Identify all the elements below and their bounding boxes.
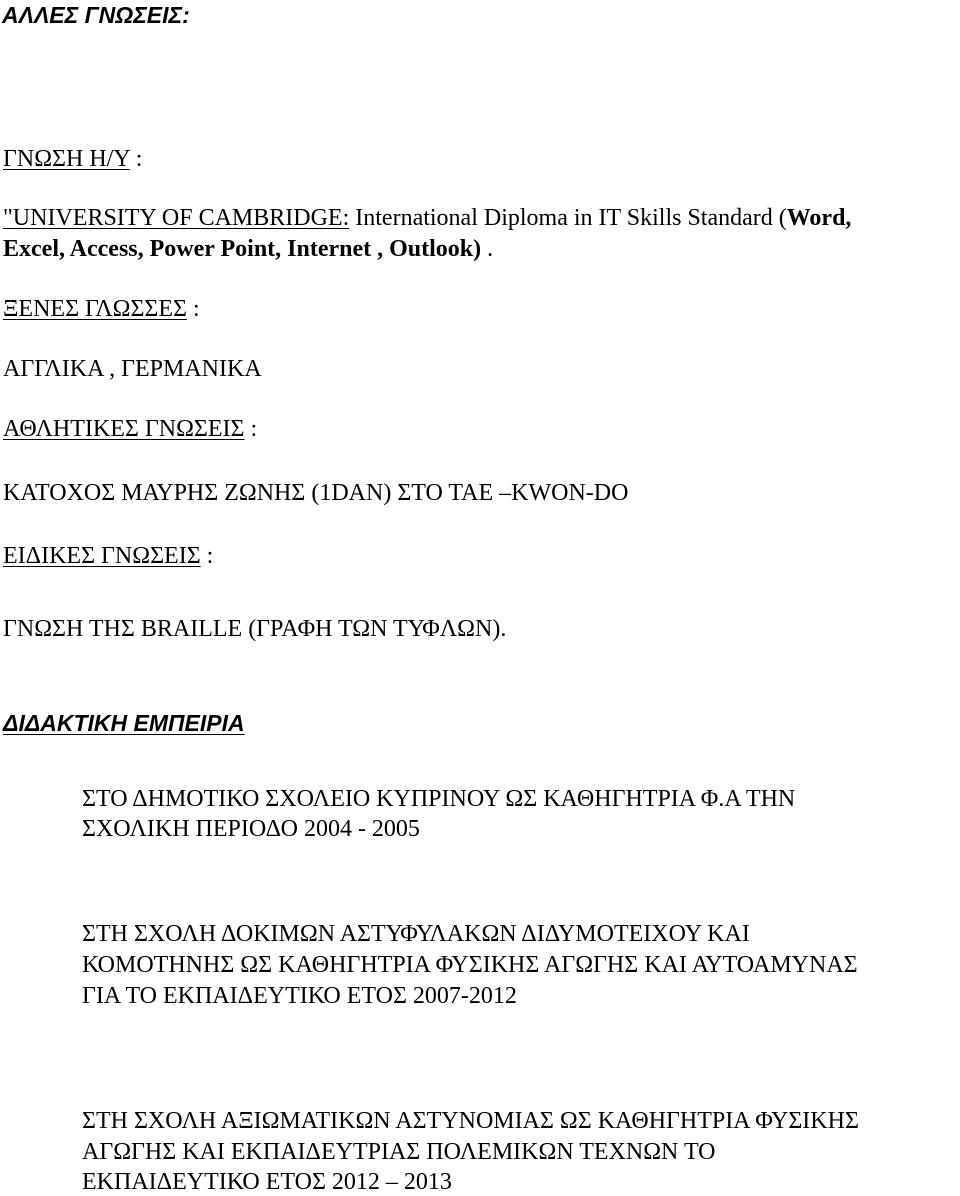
- diploma-text: International Diploma in IT Skills Standard (: [349, 205, 787, 231]
- special-line: [3, 543, 213, 570]
- languages-value: ΑΓΓΛΙΚΑ , ΓΕΡΜΑΝΙΚΑ: [3, 356, 262, 382]
- sports-colon: :: [244, 416, 258, 442]
- teaching-entry3-line2: ΑΓΩΓΗΣ ΚΑΙ ΕΚΠΑΙΔΕΥΤΡΙΑΣ ΠΟΛΕΜΙΚΩΝ ΤΕΧΝΩΝ ΤΟ: [82, 1139, 716, 1165]
- skills-list: Excel, Access, Power Point, Internet , Outlook): [3, 236, 482, 262]
- teaching-entry1-line2: ΣΧΟΛΙΚΗ ΠΕΡΙΟΔΟ 2004 - 2005: [82, 816, 420, 842]
- languages-colon: :: [187, 296, 200, 322]
- teaching-entry2-line1: ΣΤΗ ΣΧΟΛΗ ΔΟΚΙΜΩΝ ΑΣΤΥΦΥΛΑΚΩΝ ΔΙΔΥΜΟΤΕΙΧΟΥ ΚΑΙ: [82, 921, 750, 947]
- cambridge-label: "UNIVERSITY OF CAMBRIDGE:: [3, 205, 350, 231]
- sports-line: [3, 416, 257, 443]
- sports-value: ΚΑΤΟΧΟΣ ΜΑΥΡΗΣ ΖΩΝΗΣ (1DAN) ΣΤΟ ΤΑΕ –KWON-DO: [3, 480, 629, 506]
- cambridge-diploma-line2: [3, 236, 493, 263]
- teaching-entry3-line3: ΕΚΠΑΙΔΕΥΤΙΚΟ ΕΤΟΣ 2012 – 2013: [82, 1169, 452, 1195]
- skills-word: Word,: [786, 205, 852, 231]
- special-colon: :: [200, 543, 214, 569]
- languages-heading: ΞΕΝΕΣ ΓΛΩΣΣΕΣ: [3, 296, 188, 322]
- computer-knowledge-colon: :: [129, 146, 143, 172]
- special-value: ΓΝΩΣΗ ΤΗΣ BRAILLE (ΓΡΑΦΗ ΤΩΝ ΤΥΦΛΩΝ).: [3, 616, 507, 642]
- teaching-entry3-line1: ΣΤΗ ΣΧΟΛΗ ΑΞΙΩΜΑΤΙΚΩΝ ΑΣΤΥΝΟΜΙΑΣ ΩΣ ΚΑΘΗΓΗΤΡΙΑ ΦΥΣΙΚΗΣ: [82, 1108, 859, 1134]
- special-heading: ΕΙΔΙΚΕΣ ΓΝΩΣΕΙΣ: [3, 543, 201, 569]
- skills-list-end: .: [481, 236, 494, 262]
- cambridge-diploma-line1: [3, 205, 851, 232]
- sports-heading: ΑΘΛΗΤΙΚΕΣ ΓΝΩΣΕΙΣ: [3, 416, 245, 442]
- other-knowledge-heading: ΑΛΛΕΣ ΓΝΩΣΕΙΣ:: [2, 2, 190, 28]
- teaching-heading: ΔΙΔΑΚΤΙΚΗ ΕΜΠΕΙΡΙΑ: [3, 710, 245, 736]
- computer-knowledge-line: [3, 146, 142, 173]
- languages-line: [3, 296, 200, 323]
- teaching-entry2-line3: ΓΙΑ ΤΟ ΕΚΠΑΙΔΕΥΤΙΚΟ ΕΤΟΣ 2007-2012: [82, 983, 517, 1009]
- teaching-entry1-line1: ΣΤΟ ΔΗΜΟΤΙΚΟ ΣΧΟΛΕΙΟ ΚΥΠΡΙΝΟΥ ΩΣ ΚΑΘΗΓΗΤΡΙΑ Φ.Α ΤΗΝ: [82, 786, 796, 812]
- computer-knowledge-heading: ΓΝΩΣΗ Η/Υ: [3, 146, 130, 172]
- teaching-entry2-line2: ΚΟΜΟΤΗΝΗΣ ΩΣ ΚΑΘΗΓΗΤΡΙΑ ΦΥΣΙΚΗΣ ΑΓΩΓΗΣ ΚΑΙ ΑΥΤΟΑΜΥΝΑΣ: [82, 952, 858, 978]
